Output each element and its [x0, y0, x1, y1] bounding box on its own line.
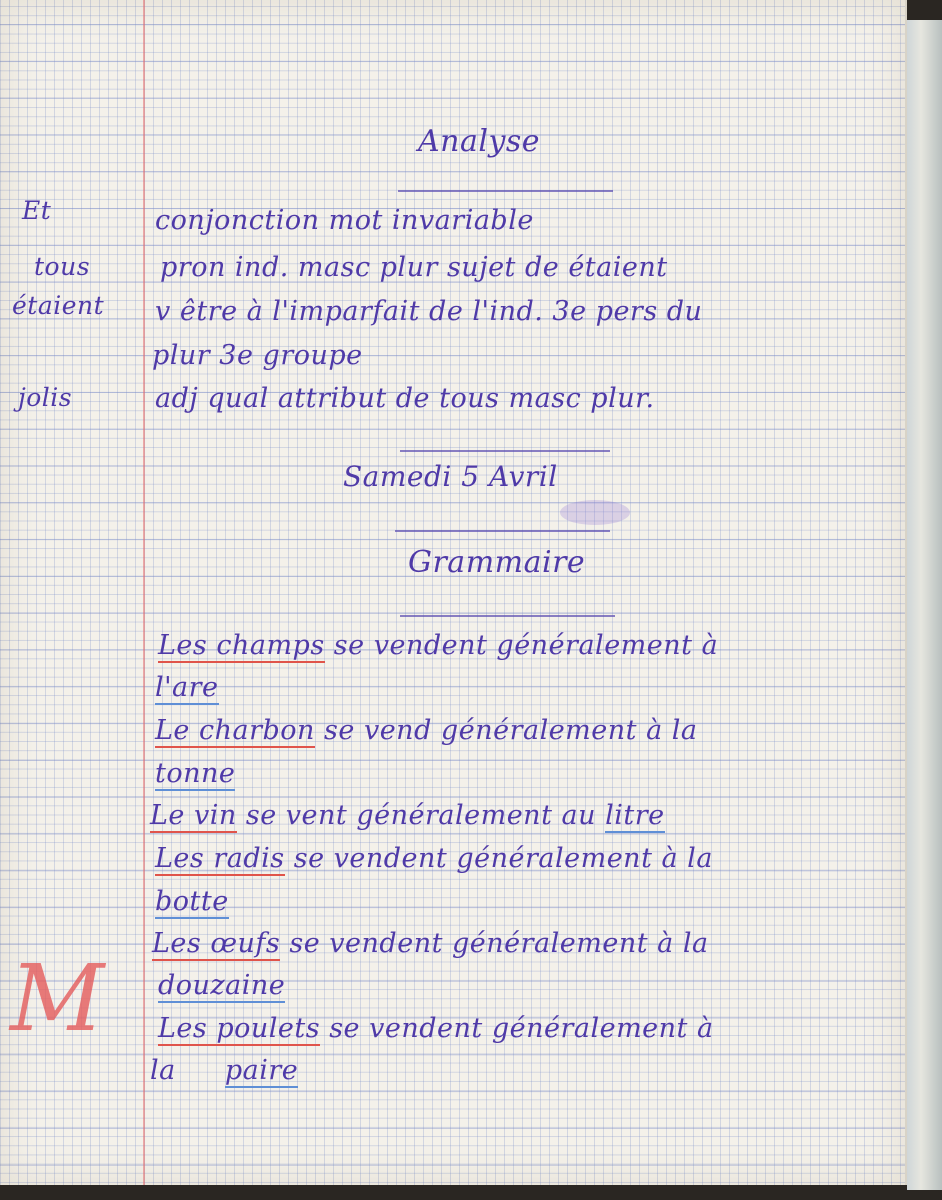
grammaire-rule	[400, 615, 615, 617]
sentence-4-rest: se vendent généralement à la	[293, 843, 713, 874]
margin-word-etaient: étaient	[12, 291, 105, 320]
sentence-6-rest: se vendent généralement à	[329, 1013, 714, 1044]
ink-blot	[560, 500, 630, 525]
sentence-1	[158, 630, 718, 661]
title-rule	[398, 190, 613, 192]
sentence-3	[150, 800, 665, 831]
sentence-1-rest: se vendent généralement à	[333, 630, 719, 661]
sentence-5-rest: se vendent généralement à la	[289, 928, 709, 959]
grammaire-title: Grammaire	[408, 545, 586, 580]
sentence-2-rest: se vend généralement à la	[324, 715, 698, 746]
sentence-5	[152, 928, 709, 959]
margin-word-tous: tous	[34, 252, 91, 281]
grade-mark: M	[10, 945, 105, 1052]
sentence-1-complement: l'are	[155, 672, 219, 703]
analyse-line-1: conjonction mot invariable	[155, 205, 534, 236]
sentence-6-article: la	[150, 1055, 176, 1086]
sentence-4-cont	[155, 886, 229, 917]
sentence-5-subject: Les œufs	[152, 928, 281, 959]
date-rule-bottom	[395, 530, 610, 532]
sentence-2-complement: tonne	[155, 758, 236, 789]
analyse-line-4: adj qual attribut de tous masc plur.	[155, 383, 655, 414]
next-page-edge	[907, 20, 942, 1190]
sentence-6-cont	[150, 1055, 298, 1086]
sentence-2-cont	[155, 758, 235, 789]
sentence-6-subject: Les poulets	[158, 1013, 321, 1044]
sentence-4-complement: botte	[155, 886, 229, 917]
date-heading: Samedi 5 Avril	[343, 460, 558, 493]
margin-word-jolis: jolis	[18, 383, 73, 412]
sentence-1-cont	[155, 672, 219, 703]
sentence-4	[155, 843, 713, 874]
analyse-line-3-cont: plur 3e groupe	[152, 340, 363, 371]
analyse-line-3: v être à l'imparfait de l'ind. 3e pers du	[155, 296, 703, 327]
analyse-title: Analyse	[418, 124, 541, 159]
sentence-2-subject: Le charbon	[155, 715, 315, 746]
sentence-3-complement: litre	[605, 800, 665, 831]
sentence-6-complement: paire	[224, 1055, 299, 1086]
analyse-line-2: pron ind. masc plur sujet de étaient	[160, 252, 668, 283]
sentence-6	[158, 1013, 714, 1044]
sentence-5-cont	[158, 970, 285, 1001]
margin-line	[143, 0, 145, 1185]
sentence-3-rest: se vent généralement au	[245, 800, 596, 831]
date-rule-top	[400, 450, 610, 452]
sentence-5-complement: douzaine	[158, 970, 286, 1001]
margin-word-et: Et	[22, 196, 52, 225]
sentence-4-subject: Les radis	[155, 843, 285, 874]
sentence-3-subject: Le vin	[150, 800, 237, 831]
sentence-2	[155, 715, 698, 746]
sentence-1-subject: Les champs	[158, 630, 325, 661]
